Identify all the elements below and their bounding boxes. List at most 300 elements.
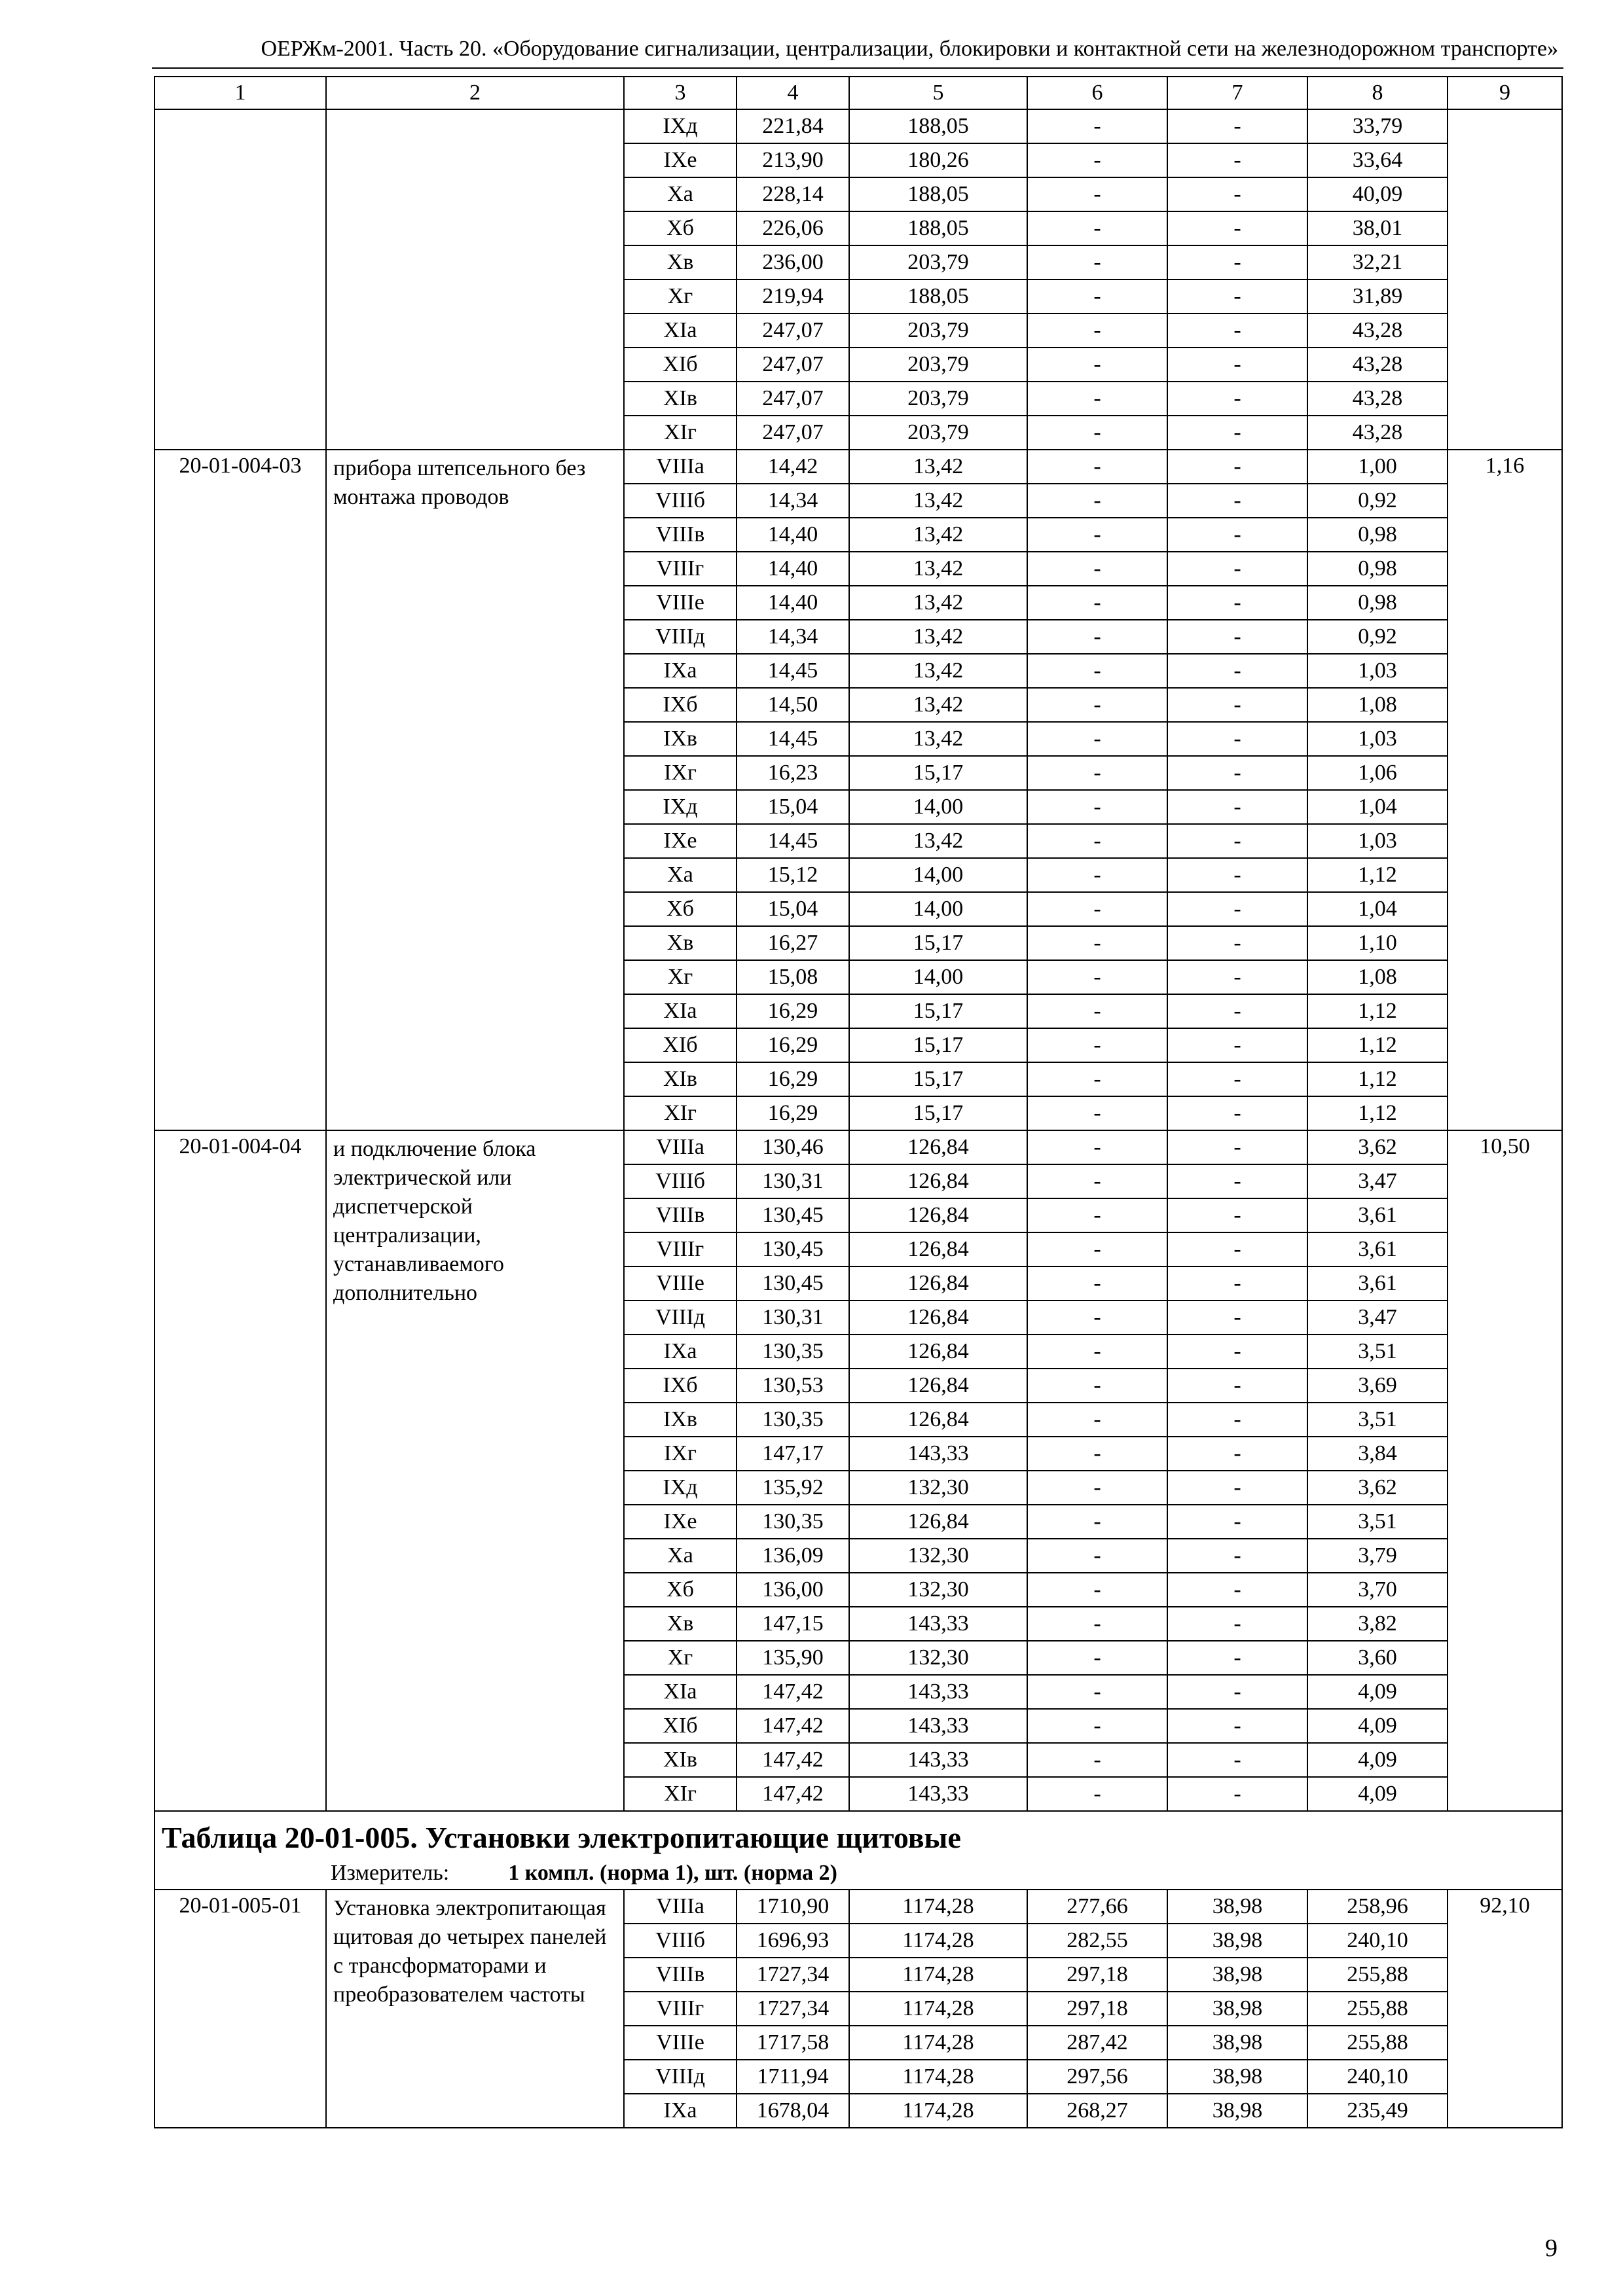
value-cell: 14,40 bbox=[737, 552, 849, 586]
column-number-cell: 7 bbox=[1167, 77, 1307, 109]
value-cell: IXе bbox=[624, 143, 737, 177]
value-cell: - bbox=[1027, 1641, 1167, 1675]
value-cell: 38,98 bbox=[1167, 1890, 1307, 1924]
value-cell: - bbox=[1167, 1232, 1307, 1266]
norm-description-cell: Установка электропитающая щитовая до четырех панелей с трансформаторами и преобразователем частоты bbox=[326, 1890, 624, 2128]
value-cell: - bbox=[1167, 1539, 1307, 1573]
value-cell: - bbox=[1167, 1403, 1307, 1437]
value-cell: - bbox=[1167, 109, 1307, 143]
column-number-cell: 6 bbox=[1027, 77, 1167, 109]
value-cell: - bbox=[1167, 1743, 1307, 1777]
value-cell: 268,27 bbox=[1027, 2094, 1167, 2128]
value-cell: - bbox=[1167, 1471, 1307, 1505]
value-cell: - bbox=[1167, 1266, 1307, 1300]
value-cell: 143,33 bbox=[849, 1607, 1027, 1641]
value-cell: 38,98 bbox=[1167, 1992, 1307, 2026]
value-cell: 3,60 bbox=[1307, 1641, 1448, 1675]
value-cell: 1678,04 bbox=[737, 2094, 849, 2128]
value-cell: 32,21 bbox=[1307, 245, 1448, 279]
value-cell: XIг bbox=[624, 1777, 737, 1811]
value-cell: 297,18 bbox=[1027, 1992, 1167, 2026]
value-cell: 4,09 bbox=[1307, 1675, 1448, 1709]
value-cell: - bbox=[1027, 382, 1167, 416]
value-cell: 1727,34 bbox=[737, 1992, 849, 2026]
value-cell: 16,29 bbox=[737, 1096, 849, 1130]
value-cell: 130,45 bbox=[737, 1232, 849, 1266]
value-cell: Xа bbox=[624, 858, 737, 892]
value-cell: - bbox=[1027, 688, 1167, 722]
value-cell: IXг bbox=[624, 1437, 737, 1471]
value-cell: IXд bbox=[624, 790, 737, 824]
value-cell: - bbox=[1167, 143, 1307, 177]
table-row bbox=[155, 450, 1562, 484]
value-cell: IXа bbox=[624, 1335, 737, 1369]
value-cell: - bbox=[1027, 211, 1167, 245]
value-cell: 14,40 bbox=[737, 518, 849, 552]
value-cell: - bbox=[1167, 552, 1307, 586]
value-cell: VIIIб bbox=[624, 484, 737, 518]
value-cell: 43,28 bbox=[1307, 314, 1448, 348]
value-cell: 147,42 bbox=[737, 1709, 849, 1743]
value-cell: - bbox=[1027, 960, 1167, 994]
value-cell: 213,90 bbox=[737, 143, 849, 177]
value-cell: - bbox=[1167, 1164, 1307, 1198]
value-cell: 16,29 bbox=[737, 1028, 849, 1062]
value-cell: 1174,28 bbox=[849, 2060, 1027, 2094]
value-cell: VIIIд bbox=[624, 1300, 737, 1335]
value-cell: - bbox=[1027, 1164, 1167, 1198]
value-cell: 3,62 bbox=[1307, 1130, 1448, 1164]
value-cell: VIIIе bbox=[624, 2026, 737, 2060]
value-cell: - bbox=[1167, 1437, 1307, 1471]
value-cell: 38,98 bbox=[1167, 2094, 1307, 2128]
value-cell: 38,98 bbox=[1167, 2060, 1307, 2094]
value-cell: 188,05 bbox=[849, 279, 1027, 314]
value-cell: XIа bbox=[624, 1675, 737, 1709]
norm-col9-cell bbox=[1448, 109, 1562, 450]
value-cell: 135,92 bbox=[737, 1471, 849, 1505]
meter-line bbox=[162, 1857, 1555, 1889]
value-cell: - bbox=[1027, 1675, 1167, 1709]
value-cell: 15,08 bbox=[737, 960, 849, 994]
value-cell: - bbox=[1027, 1232, 1167, 1266]
table-row bbox=[155, 1130, 1562, 1164]
value-cell: 1,12 bbox=[1307, 1028, 1448, 1062]
value-cell: XIв bbox=[624, 382, 737, 416]
value-cell: 33,64 bbox=[1307, 143, 1448, 177]
value-cell: 1174,28 bbox=[849, 2026, 1027, 2060]
value-cell: VIIIе bbox=[624, 1266, 737, 1300]
value-cell: 13,42 bbox=[849, 518, 1027, 552]
value-cell: 0,92 bbox=[1307, 484, 1448, 518]
norm-description-cell: и подключение блока электрической или диспетчерской централизации, устанавливаемого дополнительно bbox=[326, 1130, 624, 1811]
value-cell: 136,09 bbox=[737, 1539, 849, 1573]
header-rule bbox=[152, 67, 1563, 69]
value-cell: 130,35 bbox=[737, 1403, 849, 1437]
value-cell: 0,98 bbox=[1307, 552, 1448, 586]
value-cell: - bbox=[1027, 1573, 1167, 1607]
value-cell: - bbox=[1167, 314, 1307, 348]
value-cell: - bbox=[1167, 1130, 1307, 1164]
value-cell: - bbox=[1027, 1607, 1167, 1641]
value-cell: Xб bbox=[624, 892, 737, 926]
value-cell: 14,34 bbox=[737, 484, 849, 518]
value-cell: 126,84 bbox=[849, 1403, 1027, 1437]
value-cell: 132,30 bbox=[849, 1573, 1027, 1607]
value-cell: 13,42 bbox=[849, 484, 1027, 518]
section-title: Таблица 20-01-005. Установки электропитающие щитовые bbox=[162, 1821, 961, 1854]
value-cell: 203,79 bbox=[849, 348, 1027, 382]
value-cell: 14,45 bbox=[737, 722, 849, 756]
value-cell: 126,84 bbox=[849, 1300, 1027, 1335]
value-cell: 15,12 bbox=[737, 858, 849, 892]
value-cell: Xв bbox=[624, 926, 737, 960]
column-number-cell: 8 bbox=[1307, 77, 1448, 109]
value-cell: 180,26 bbox=[849, 143, 1027, 177]
value-cell: 13,42 bbox=[849, 688, 1027, 722]
value-cell: XIг bbox=[624, 416, 737, 450]
value-cell: VIIIа bbox=[624, 1890, 737, 1924]
value-cell: VIIIб bbox=[624, 1164, 737, 1198]
value-cell: - bbox=[1167, 1709, 1307, 1743]
value-cell: 143,33 bbox=[849, 1777, 1027, 1811]
value-cell: - bbox=[1167, 1369, 1307, 1403]
norm-col9-cell: 10,50 bbox=[1448, 1130, 1562, 1811]
value-cell: 147,42 bbox=[737, 1777, 849, 1811]
value-cell: 188,05 bbox=[849, 177, 1027, 211]
value-cell: - bbox=[1027, 450, 1167, 484]
value-cell: 135,90 bbox=[737, 1641, 849, 1675]
value-cell: 1174,28 bbox=[849, 1924, 1027, 1958]
value-cell: - bbox=[1027, 1300, 1167, 1335]
value-cell: Xг bbox=[624, 960, 737, 994]
value-cell: 15,17 bbox=[849, 1062, 1027, 1096]
norm-description-cell: прибора штепсельного без монтажа проводов bbox=[326, 450, 624, 1130]
value-cell: 240,10 bbox=[1307, 2060, 1448, 2094]
value-cell: 14,00 bbox=[849, 790, 1027, 824]
value-cell: 188,05 bbox=[849, 211, 1027, 245]
value-cell: IXе bbox=[624, 1505, 737, 1539]
value-cell: 203,79 bbox=[849, 416, 1027, 450]
value-cell: 3,51 bbox=[1307, 1403, 1448, 1437]
value-cell: 15,17 bbox=[849, 1096, 1027, 1130]
value-cell: - bbox=[1027, 654, 1167, 688]
value-cell: 13,42 bbox=[849, 586, 1027, 620]
value-cell: 1,06 bbox=[1307, 756, 1448, 790]
column-number-cell: 2 bbox=[326, 77, 624, 109]
value-cell: XIв bbox=[624, 1062, 737, 1096]
value-cell: 0,98 bbox=[1307, 518, 1448, 552]
value-cell: 3,61 bbox=[1307, 1232, 1448, 1266]
value-cell: 4,09 bbox=[1307, 1777, 1448, 1811]
value-cell: 1,00 bbox=[1307, 450, 1448, 484]
value-cell: - bbox=[1167, 1641, 1307, 1675]
value-cell: 3,69 bbox=[1307, 1369, 1448, 1403]
value-cell: - bbox=[1027, 1403, 1167, 1437]
value-cell: 132,30 bbox=[849, 1539, 1027, 1573]
value-cell: - bbox=[1167, 1573, 1307, 1607]
value-cell: - bbox=[1167, 926, 1307, 960]
value-cell: 226,06 bbox=[737, 211, 849, 245]
value-cell: 3,62 bbox=[1307, 1471, 1448, 1505]
value-cell: - bbox=[1167, 348, 1307, 382]
value-cell: 14,00 bbox=[849, 960, 1027, 994]
value-cell: 1,08 bbox=[1307, 960, 1448, 994]
value-cell: 247,07 bbox=[737, 382, 849, 416]
value-cell: 16,27 bbox=[737, 926, 849, 960]
value-cell: - bbox=[1167, 1777, 1307, 1811]
value-cell: IXд bbox=[624, 1471, 737, 1505]
value-cell: 236,00 bbox=[737, 245, 849, 279]
value-cell: Xг bbox=[624, 1641, 737, 1675]
value-cell: - bbox=[1027, 245, 1167, 279]
value-cell: - bbox=[1167, 892, 1307, 926]
value-cell: 126,84 bbox=[849, 1198, 1027, 1232]
value-cell: 126,84 bbox=[849, 1232, 1027, 1266]
column-number-cell: 1 bbox=[155, 77, 326, 109]
value-cell: - bbox=[1167, 245, 1307, 279]
value-cell: - bbox=[1027, 1777, 1167, 1811]
value-cell: 15,17 bbox=[849, 994, 1027, 1028]
value-cell: 0,98 bbox=[1307, 586, 1448, 620]
value-cell: - bbox=[1027, 1369, 1167, 1403]
norm-code-cell bbox=[155, 109, 326, 450]
value-cell: 1,03 bbox=[1307, 722, 1448, 756]
value-cell: 4,09 bbox=[1307, 1709, 1448, 1743]
value-cell: - bbox=[1027, 1028, 1167, 1062]
value-cell: - bbox=[1027, 279, 1167, 314]
value-cell: - bbox=[1027, 1130, 1167, 1164]
value-cell: - bbox=[1027, 1437, 1167, 1471]
value-cell: XIг bbox=[624, 1096, 737, 1130]
value-cell: 130,31 bbox=[737, 1164, 849, 1198]
value-cell: 3,79 bbox=[1307, 1539, 1448, 1573]
value-cell: 43,28 bbox=[1307, 382, 1448, 416]
value-cell: - bbox=[1027, 484, 1167, 518]
value-cell: - bbox=[1167, 382, 1307, 416]
value-cell: 147,42 bbox=[737, 1743, 849, 1777]
value-cell: 14,34 bbox=[737, 620, 849, 654]
value-cell: 1727,34 bbox=[737, 1958, 849, 1992]
value-cell: 228,14 bbox=[737, 177, 849, 211]
value-cell: 287,42 bbox=[1027, 2026, 1167, 2060]
column-number-cell: 5 bbox=[849, 77, 1027, 109]
value-cell: 14,45 bbox=[737, 654, 849, 688]
value-cell: - bbox=[1167, 1607, 1307, 1641]
value-cell: 147,15 bbox=[737, 1607, 849, 1641]
value-cell: 130,35 bbox=[737, 1505, 849, 1539]
value-cell: VIIIг bbox=[624, 552, 737, 586]
value-cell: 38,98 bbox=[1167, 1958, 1307, 1992]
norm-col9-cell: 1,16 bbox=[1448, 450, 1562, 1130]
value-cell: 1174,28 bbox=[849, 2094, 1027, 2128]
value-cell: 3,61 bbox=[1307, 1198, 1448, 1232]
value-cell: 16,29 bbox=[737, 994, 849, 1028]
value-cell: IXа bbox=[624, 654, 737, 688]
value-cell: - bbox=[1027, 926, 1167, 960]
value-cell: Xб bbox=[624, 211, 737, 245]
value-cell: 13,42 bbox=[849, 552, 1027, 586]
value-cell: 255,88 bbox=[1307, 2026, 1448, 2060]
value-cell: - bbox=[1167, 1028, 1307, 1062]
value-cell: - bbox=[1167, 790, 1307, 824]
value-cell: - bbox=[1167, 960, 1307, 994]
value-cell: 130,53 bbox=[737, 1369, 849, 1403]
value-cell: 15,04 bbox=[737, 790, 849, 824]
value-cell: VIIIе bbox=[624, 586, 737, 620]
value-cell: 147,17 bbox=[737, 1437, 849, 1471]
value-cell: 1,03 bbox=[1307, 654, 1448, 688]
value-cell: - bbox=[1167, 620, 1307, 654]
value-cell: 1,04 bbox=[1307, 892, 1448, 926]
value-cell: 31,89 bbox=[1307, 279, 1448, 314]
value-cell: 3,47 bbox=[1307, 1164, 1448, 1198]
value-cell: VIIIд bbox=[624, 620, 737, 654]
value-cell: 1696,93 bbox=[737, 1924, 849, 1958]
value-cell: - bbox=[1027, 586, 1167, 620]
value-cell: 247,07 bbox=[737, 348, 849, 382]
value-cell: VIIIв bbox=[624, 518, 737, 552]
value-cell: 126,84 bbox=[849, 1130, 1027, 1164]
value-cell: 1,08 bbox=[1307, 688, 1448, 722]
norm-code-cell: 20-01-004-03 bbox=[155, 450, 326, 1130]
value-cell: - bbox=[1167, 1062, 1307, 1096]
value-cell: 1,12 bbox=[1307, 1062, 1448, 1096]
value-cell: - bbox=[1167, 1198, 1307, 1232]
value-cell: Xа bbox=[624, 177, 737, 211]
value-cell: - bbox=[1027, 348, 1167, 382]
value-cell: - bbox=[1167, 1096, 1307, 1130]
value-cell: - bbox=[1167, 177, 1307, 211]
column-number-cell: 3 bbox=[624, 77, 737, 109]
value-cell: - bbox=[1027, 1266, 1167, 1300]
value-cell: - bbox=[1167, 211, 1307, 245]
value-cell: - bbox=[1027, 1471, 1167, 1505]
value-cell: Xа bbox=[624, 1539, 737, 1573]
value-cell: XIв bbox=[624, 1743, 737, 1777]
value-cell: - bbox=[1027, 1505, 1167, 1539]
value-cell: 1710,90 bbox=[737, 1890, 849, 1924]
value-cell: - bbox=[1027, 824, 1167, 858]
norm-code-cell: 20-01-004-04 bbox=[155, 1130, 326, 1811]
value-cell: - bbox=[1027, 858, 1167, 892]
value-cell: Xв bbox=[624, 245, 737, 279]
value-cell: 1,12 bbox=[1307, 994, 1448, 1028]
table-row bbox=[155, 109, 1562, 143]
norm-description-cell bbox=[326, 109, 624, 450]
value-cell: 15,17 bbox=[849, 756, 1027, 790]
value-cell: - bbox=[1027, 1062, 1167, 1096]
value-cell: 126,84 bbox=[849, 1266, 1027, 1300]
value-cell: 3,51 bbox=[1307, 1335, 1448, 1369]
value-cell: Xб bbox=[624, 1573, 737, 1607]
value-cell: Xв bbox=[624, 1607, 737, 1641]
value-cell: 3,51 bbox=[1307, 1505, 1448, 1539]
value-cell: XIа bbox=[624, 314, 737, 348]
value-cell: - bbox=[1027, 314, 1167, 348]
value-cell: 143,33 bbox=[849, 1709, 1027, 1743]
value-cell: 0,92 bbox=[1307, 620, 1448, 654]
value-cell: IXб bbox=[624, 688, 737, 722]
value-cell: - bbox=[1167, 688, 1307, 722]
value-cell: 33,79 bbox=[1307, 109, 1448, 143]
value-cell: 13,42 bbox=[849, 824, 1027, 858]
value-cell: 38,98 bbox=[1167, 1924, 1307, 1958]
value-cell: - bbox=[1167, 279, 1307, 314]
value-cell: 1,12 bbox=[1307, 858, 1448, 892]
value-cell: - bbox=[1167, 416, 1307, 450]
value-cell: IXг bbox=[624, 756, 737, 790]
value-cell: - bbox=[1027, 552, 1167, 586]
value-cell: - bbox=[1027, 756, 1167, 790]
value-cell: - bbox=[1167, 586, 1307, 620]
value-cell: 1,12 bbox=[1307, 1096, 1448, 1130]
value-cell: 235,49 bbox=[1307, 2094, 1448, 2128]
value-cell: 188,05 bbox=[849, 109, 1027, 143]
value-cell: - bbox=[1027, 722, 1167, 756]
value-cell: 277,66 bbox=[1027, 1890, 1167, 1924]
value-cell: 297,18 bbox=[1027, 1958, 1167, 1992]
value-cell: VIIIа bbox=[624, 1130, 737, 1164]
value-cell: 1,03 bbox=[1307, 824, 1448, 858]
value-cell: 126,84 bbox=[849, 1164, 1027, 1198]
column-number-cell: 9 bbox=[1448, 77, 1562, 109]
value-cell: 203,79 bbox=[849, 314, 1027, 348]
value-cell: 126,84 bbox=[849, 1369, 1027, 1403]
norms-table bbox=[154, 76, 1563, 2128]
value-cell: - bbox=[1027, 1709, 1167, 1743]
value-cell: 143,33 bbox=[849, 1437, 1027, 1471]
value-cell: 221,84 bbox=[737, 109, 849, 143]
value-cell: 130,31 bbox=[737, 1300, 849, 1335]
value-cell: 3,70 bbox=[1307, 1573, 1448, 1607]
value-cell: 15,17 bbox=[849, 1028, 1027, 1062]
column-numbers-row bbox=[155, 77, 1562, 109]
value-cell: - bbox=[1027, 1096, 1167, 1130]
value-cell: VIIIа bbox=[624, 450, 737, 484]
value-cell: 1711,94 bbox=[737, 2060, 849, 2094]
page-number: 9 bbox=[1545, 2234, 1558, 2262]
value-cell: 126,84 bbox=[849, 1505, 1027, 1539]
value-cell: - bbox=[1167, 722, 1307, 756]
value-cell: - bbox=[1167, 756, 1307, 790]
value-cell: IXв bbox=[624, 722, 737, 756]
value-cell: 43,28 bbox=[1307, 348, 1448, 382]
table-body bbox=[155, 77, 1562, 2128]
value-cell: 297,56 bbox=[1027, 2060, 1167, 2094]
value-cell: 240,10 bbox=[1307, 1924, 1448, 1958]
value-cell: 13,42 bbox=[849, 722, 1027, 756]
value-cell: 14,42 bbox=[737, 450, 849, 484]
value-cell: 3,84 bbox=[1307, 1437, 1448, 1471]
value-cell: VIIIг bbox=[624, 1232, 737, 1266]
value-cell: 247,07 bbox=[737, 314, 849, 348]
value-cell: 3,82 bbox=[1307, 1607, 1448, 1641]
value-cell: - bbox=[1027, 1539, 1167, 1573]
value-cell: 1174,28 bbox=[849, 1890, 1027, 1924]
value-cell: 147,42 bbox=[737, 1675, 849, 1709]
value-cell: 38,01 bbox=[1307, 211, 1448, 245]
value-cell: 14,00 bbox=[849, 892, 1027, 926]
meter-label: Измеритель: bbox=[331, 1861, 450, 1885]
value-cell: XIа bbox=[624, 994, 737, 1028]
value-cell: 14,50 bbox=[737, 688, 849, 722]
value-cell: 43,28 bbox=[1307, 416, 1448, 450]
value-cell: - bbox=[1167, 1505, 1307, 1539]
value-cell: - bbox=[1167, 1335, 1307, 1369]
value-cell: 255,88 bbox=[1307, 1992, 1448, 2026]
value-cell: 40,09 bbox=[1307, 177, 1448, 211]
